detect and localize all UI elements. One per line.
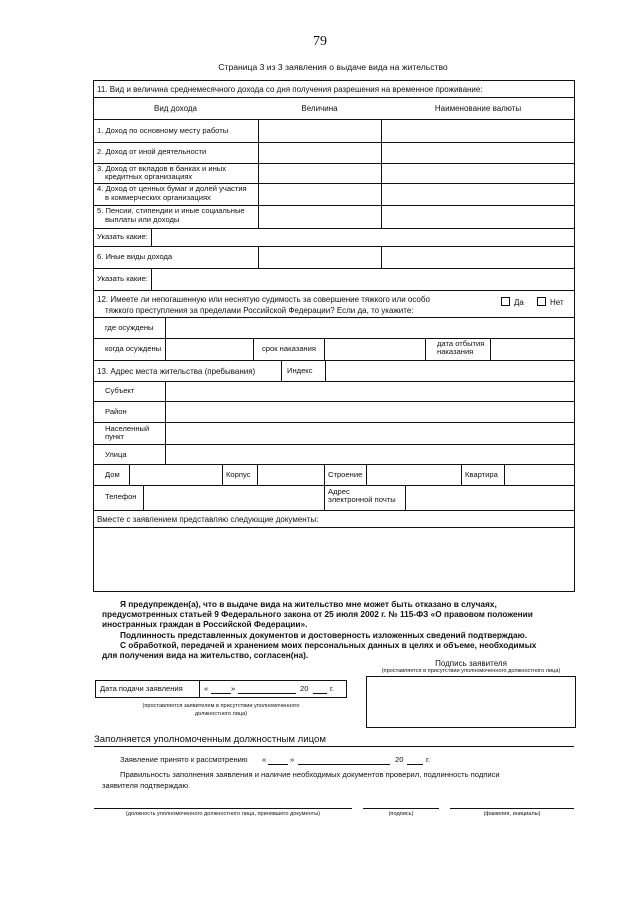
served-field[interactable]: [491, 339, 574, 360]
income-row-1: 1. Доход по основному месту работы: [97, 126, 229, 135]
official-position-line[interactable]: [94, 808, 352, 809]
income-1-currency-field[interactable]: [382, 120, 574, 141]
building-label: Корпус: [226, 470, 251, 479]
locality-label-b: пункт: [105, 432, 124, 441]
col-income-type: Вид дохода: [153, 104, 198, 113]
term-label: срок наказания: [262, 344, 316, 353]
email-field[interactable]: [406, 486, 574, 510]
building-field[interactable]: [258, 465, 323, 484]
signature-note: (проставляется в присутствии уполномоченного должностного лица): [381, 668, 561, 674]
income-row-2: 2. Доход от иной деятельности: [97, 147, 207, 156]
specify-field-2[interactable]: [152, 269, 574, 290]
accepted-quote-open: «: [262, 755, 267, 764]
served-label-b: наказания: [437, 347, 474, 356]
subject-field[interactable]: [166, 382, 574, 400]
income-section-title: 11. Вид и величина среднемесячного дохода со дня получения разрешения на временное проживание:: [97, 85, 483, 94]
warning-line-1: Я предупрежден(а), что в выдаче вида на жительство мне может быть отказано в случаях,: [120, 599, 497, 609]
served-label-a: дата отбытия: [437, 339, 485, 348]
income-row-3b: кредитных организациях: [105, 172, 193, 181]
when-convicted-field[interactable]: [166, 339, 252, 360]
page-number: 79: [313, 34, 327, 49]
income-row-6: 6. Иные виды дохода: [97, 252, 173, 261]
filing-quote-open: «: [204, 684, 209, 693]
income-row-4b: в коммерческих организациях: [105, 193, 211, 202]
accepted-quote-close: »: [290, 755, 295, 764]
accepted-year-suffix: г.: [426, 755, 430, 764]
name-caption: (фамилия, инициалы): [483, 811, 541, 817]
confirm-line: Подлинность представленных документов и достоверность изложенных сведений подтверждаю.: [120, 630, 528, 640]
structure-label: Строение: [328, 470, 363, 479]
filing-note-2: должностного лица): [194, 711, 248, 717]
house-label: Дом: [105, 470, 120, 479]
conviction-q-line1: 12. Имеете ли непогашенную или неснятую судимость за совершение тяжкого или особо: [97, 295, 430, 304]
filing-year-prefix: 20: [300, 684, 309, 693]
locality-label-a: Населенный: [105, 424, 150, 433]
consent-line-1: С обработкой, передачей и хранением моих персональных данных в целях и объеме, необходимых: [120, 640, 537, 650]
apartment-field[interactable]: [505, 465, 574, 484]
email-label-a: Адрес: [328, 487, 350, 496]
conviction-q-line2: тяжкого преступления за пределами Российской Федерации? Если да, то укажите:: [105, 306, 414, 315]
verification-line-2: заявителя подтверждаю.: [102, 781, 191, 790]
where-convicted-label: где осуждены: [105, 323, 154, 332]
official-signature-line[interactable]: [363, 808, 439, 809]
street-field[interactable]: [166, 445, 574, 463]
signature-box[interactable]: [366, 676, 576, 728]
phone-label: Телефон: [105, 492, 137, 501]
position-caption: (должность уполномоченного должностного лица, принявшего документы): [125, 811, 321, 817]
verification-line-1: Правильность заполнения заявления и наличие необходимых документов проверил, подлинность подписи: [120, 770, 500, 779]
address-title: 13. Адрес места жительства (пребывания): [97, 367, 256, 376]
income-row-5b: выплаты или доходы: [105, 215, 180, 224]
documents-field[interactable]: [94, 528, 574, 591]
specify-label-1: Указать какие:: [97, 232, 148, 241]
income-row-5a: 5. Пенсии, стипендии и иные социальные: [97, 206, 245, 215]
index-label: Индекс: [287, 366, 313, 375]
signature-label: Подпись заявителя: [435, 659, 507, 668]
consent-line-2: для получения вида на жительство, согласен(на).: [102, 650, 309, 660]
documents-label: Вместе с заявлением представляю следующие документы:: [97, 515, 319, 524]
no-label: Нет: [550, 298, 564, 307]
filing-quote-close: »: [231, 684, 236, 693]
filing-year-suffix: г.: [330, 684, 334, 693]
col-amount: Величина: [301, 104, 338, 113]
term-field[interactable]: [325, 339, 424, 360]
when-convicted-label: когда осуждены: [105, 344, 162, 353]
filing-note-1: (проставляется заявителем в присутствии уполномоченного: [142, 703, 300, 709]
official-section-title: Заполняется уполномоченным должностным лицом: [94, 734, 326, 745]
apartment-label: Квартира: [465, 470, 498, 479]
page-header: Страница 3 из 3 заявления о выдаче вида на жительство: [218, 62, 448, 72]
warning-line-3: иностранных граждан в Российской Федерации».: [102, 619, 308, 629]
income-row-3a: 3. Доход от вкладов в банках и иных: [97, 164, 227, 173]
col-currency: Наименование валюты: [434, 104, 522, 113]
no-checkbox[interactable]: [537, 297, 546, 306]
structure-field[interactable]: [367, 465, 460, 484]
where-convicted-field[interactable]: [166, 318, 574, 337]
accepted-label: Заявление принято к рассмотрению: [120, 755, 248, 764]
income-1-amount-field[interactable]: [259, 120, 380, 141]
locality-field[interactable]: [166, 423, 574, 443]
income-row-4a: 4. Доход от ценных бумаг и долей участия: [97, 184, 247, 193]
signature-caption: (подпись): [388, 811, 414, 817]
subject-label: Субъект: [105, 386, 135, 395]
street-label: Улица: [105, 450, 127, 459]
house-field[interactable]: [130, 465, 221, 484]
official-name-line[interactable]: [450, 808, 574, 809]
specify-field-1[interactable]: [152, 229, 574, 245]
yes-label: Да: [514, 298, 524, 307]
district-field[interactable]: [166, 402, 574, 421]
filing-date-label: Дата подачи заявления: [100, 684, 183, 693]
district-label: Район: [105, 407, 127, 416]
phone-field[interactable]: [144, 486, 323, 510]
yes-checkbox[interactable]: [501, 297, 510, 306]
warning-line-2: предусмотренных статьей 9 Федерального закона от 25 июля 2002 г. № 115-ФЗ «О правовом положении: [102, 609, 533, 619]
accepted-year-prefix: 20: [395, 755, 404, 764]
specify-label-2: Указать какие:: [97, 274, 148, 283]
email-label-b: электронной почты: [328, 495, 396, 504]
